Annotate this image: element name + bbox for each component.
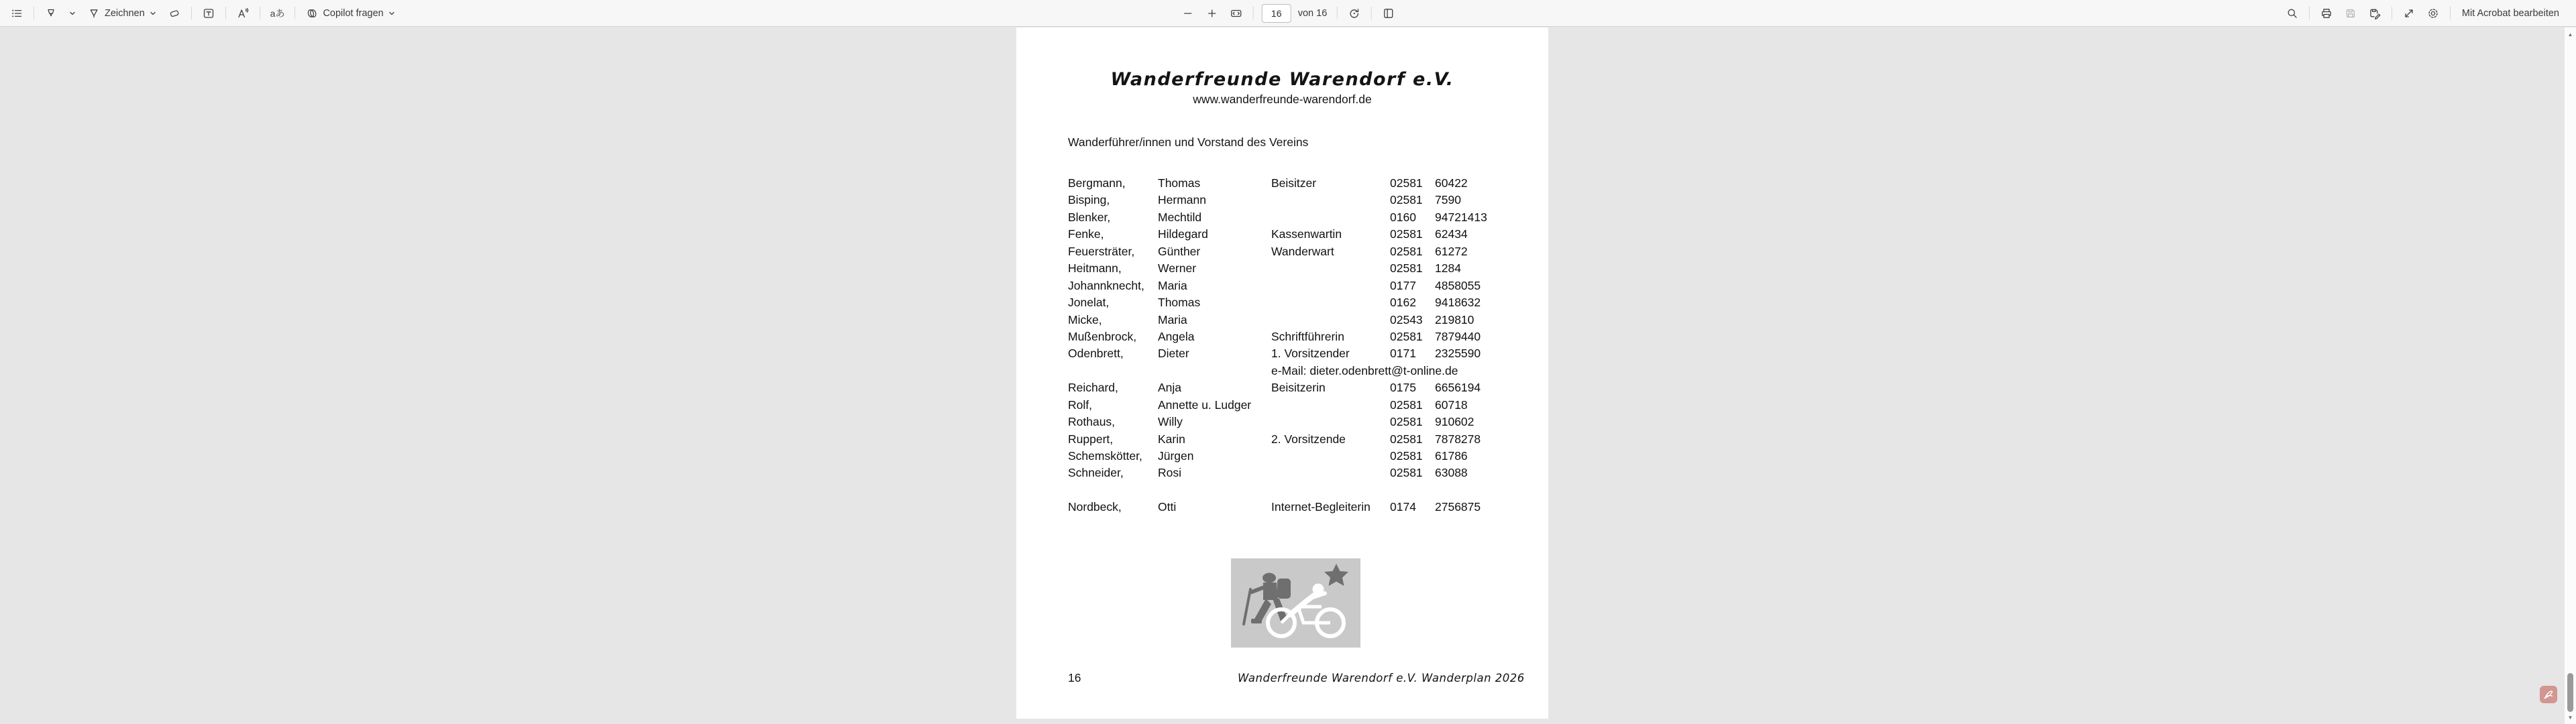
save-icon bbox=[2344, 7, 2357, 20]
pen-icon bbox=[87, 7, 101, 20]
translate-icon: aあ bbox=[270, 7, 285, 19]
fullscreen-button[interactable] bbox=[2398, 3, 2420, 23]
cell-prefix: 02581 bbox=[1390, 329, 1423, 343]
cell-prefix: 02581 bbox=[1390, 415, 1423, 429]
cell-number: 61272 bbox=[1435, 244, 1468, 258]
cell-number: 1284 bbox=[1435, 261, 1461, 276]
cell-last: Heitmann, bbox=[1068, 261, 1122, 276]
pdf-viewport bbox=[0, 27, 2576, 724]
table-row bbox=[1068, 260, 1511, 277]
cell-prefix: 0175 bbox=[1390, 381, 1416, 395]
cell-first: Jürgen bbox=[1158, 449, 1194, 463]
cell-role: Beisitzerin bbox=[1271, 381, 1326, 395]
cell-prefix: 02581 bbox=[1390, 193, 1423, 207]
cell-prefix: 02581 bbox=[1390, 176, 1423, 190]
cell-last: Rolf, bbox=[1068, 398, 1092, 412]
table-row bbox=[1068, 175, 1511, 192]
cell-prefix: 02581 bbox=[1390, 244, 1423, 258]
cell-last: Fenke, bbox=[1068, 227, 1104, 241]
cell-last: Micke, bbox=[1068, 312, 1102, 326]
zoom-out-button[interactable] bbox=[1177, 3, 1199, 23]
settings-button[interactable] bbox=[2422, 3, 2445, 23]
cell-last: Nordbeck, bbox=[1068, 499, 1122, 514]
rotate-button[interactable] bbox=[1342, 3, 1365, 23]
table-row bbox=[1068, 226, 1511, 243]
add-text-button[interactable] bbox=[197, 3, 220, 23]
cell-number: 219810 bbox=[1435, 312, 1474, 326]
contact-table bbox=[1068, 175, 1511, 516]
edit-in-acrobat-button[interactable] bbox=[2456, 3, 2565, 23]
cell-number: 7878278 bbox=[1435, 432, 1481, 446]
cell-first: Annette u. Ludger bbox=[1158, 398, 1252, 412]
cell-first: Anja bbox=[1158, 381, 1182, 395]
cell-prefix: 02581 bbox=[1390, 398, 1423, 412]
draw-label: Zeichnen bbox=[105, 7, 145, 19]
cell-number: 62434 bbox=[1435, 227, 1468, 241]
cell-role bbox=[1271, 465, 1390, 481]
table-row bbox=[1068, 465, 1511, 481]
cell-prefix: 02581 bbox=[1390, 466, 1423, 480]
cell-role: Wanderwart bbox=[1271, 244, 1334, 258]
cell-last bbox=[1068, 363, 1158, 379]
cell-prefix: 0162 bbox=[1390, 296, 1416, 310]
cell-role: Schriftführerin bbox=[1271, 329, 1344, 343]
cell-number: 60422 bbox=[1435, 176, 1468, 190]
read-aloud-icon bbox=[236, 7, 250, 20]
zoom-in-icon bbox=[1205, 7, 1219, 20]
cell-role bbox=[1271, 397, 1390, 414]
cell-last: Reichard, bbox=[1068, 381, 1118, 395]
cell-prefix: 02581 bbox=[1390, 261, 1423, 276]
expand-icon bbox=[2402, 7, 2416, 20]
toolbar-right-group bbox=[2281, 0, 2565, 26]
pdf-page bbox=[1016, 27, 1548, 719]
separator bbox=[294, 7, 295, 19]
cell-last: Rothaus, bbox=[1068, 415, 1116, 429]
table-row bbox=[1068, 312, 1511, 328]
cell-number: 94721413 bbox=[1435, 210, 1487, 224]
print-icon bbox=[2320, 7, 2333, 20]
cell-first: Maria bbox=[1158, 278, 1187, 292]
cell-number: 9418632 bbox=[1435, 296, 1481, 310]
save-as-icon bbox=[2368, 7, 2381, 20]
print-button[interactable] bbox=[2315, 3, 2338, 23]
cell-prefix: 0174 bbox=[1390, 499, 1416, 514]
cell-first: Otti bbox=[1158, 499, 1177, 514]
cell-last: Schemskötter, bbox=[1068, 449, 1142, 463]
cell-first: Hildegard bbox=[1158, 227, 1208, 241]
table-row bbox=[1068, 431, 1511, 448]
cell-last: Schneider, bbox=[1068, 466, 1124, 480]
cell-last: Blenker, bbox=[1068, 210, 1111, 224]
acrobat-logo-icon bbox=[2543, 689, 2554, 700]
document-heading: Wanderführer/innen und Vorstand des Vereins bbox=[1068, 135, 1309, 149]
cell-number: 2325590 bbox=[1435, 347, 1481, 361]
scroll-down-arrow-icon[interactable]: ▼ bbox=[2567, 714, 2573, 721]
copilot-label: Copilot fragen bbox=[323, 7, 384, 19]
separator bbox=[191, 7, 192, 19]
cell-number: 7590 bbox=[1435, 193, 1461, 207]
table-row bbox=[1068, 192, 1511, 208]
footer-text: Wanderfreunde Warendorf e.V. Wanderplan 2026 bbox=[1238, 672, 1525, 684]
chevron-down-icon bbox=[388, 9, 396, 17]
table-row bbox=[1068, 363, 1511, 379]
page-number-input[interactable] bbox=[1262, 4, 1291, 23]
cell-last: Jonelat, bbox=[1068, 296, 1110, 310]
table-row bbox=[1068, 209, 1511, 226]
zoom-in-button[interactable] bbox=[1201, 3, 1224, 23]
page-view-icon bbox=[1381, 7, 1395, 20]
scrollbar-thumb[interactable] bbox=[2567, 673, 2573, 712]
table-row bbox=[1068, 278, 1511, 294]
cell-first bbox=[1158, 363, 1271, 379]
separator bbox=[2450, 7, 2451, 19]
textbox-icon bbox=[202, 7, 215, 20]
search-button[interactable] bbox=[2281, 3, 2304, 23]
cell-prefix: 02581 bbox=[1390, 227, 1423, 241]
separator bbox=[1253, 7, 1254, 19]
cell-prefix bbox=[1458, 363, 1503, 379]
gear-icon bbox=[2426, 7, 2440, 20]
cell-first: Willy bbox=[1158, 415, 1183, 429]
table-row bbox=[1068, 379, 1511, 396]
edit-in-acrobat-label: Mit Acrobat bearbeiten bbox=[2461, 7, 2559, 19]
cell-role: Kassenwartin bbox=[1271, 227, 1342, 241]
page-view-button[interactable] bbox=[1377, 3, 1399, 23]
cell-first: Thomas bbox=[1158, 176, 1201, 190]
cell-role: 2. Vorsitzende bbox=[1271, 432, 1346, 446]
toolbar-center-group bbox=[1177, 0, 1400, 26]
cell-number: 910602 bbox=[1435, 415, 1474, 429]
cell-last: Bergmann, bbox=[1068, 176, 1126, 190]
cell-role bbox=[1271, 414, 1390, 430]
cell-last: Johannknecht, bbox=[1068, 278, 1144, 292]
club-logo bbox=[1231, 558, 1360, 648]
page-count-label: von 16 bbox=[1297, 7, 1328, 19]
cell-first: Thomas bbox=[1158, 296, 1201, 310]
toc-icon bbox=[10, 7, 23, 20]
zoom-out-icon bbox=[1181, 7, 1195, 20]
separator bbox=[2309, 7, 2310, 19]
cell-prefix: 02581 bbox=[1390, 432, 1423, 446]
separator bbox=[225, 7, 226, 19]
cell-first: Maria bbox=[1158, 312, 1187, 326]
highlight-options-button[interactable] bbox=[64, 3, 81, 23]
table-row bbox=[1068, 294, 1511, 311]
cell-prefix: 0171 bbox=[1390, 347, 1416, 361]
cell-last: Feuersträter, bbox=[1068, 244, 1135, 258]
cell-last: Mußenbrock, bbox=[1068, 329, 1137, 343]
cell-role bbox=[1271, 294, 1390, 311]
cell-first: Angela bbox=[1158, 329, 1195, 343]
cell-prefix: 02581 bbox=[1390, 449, 1423, 463]
cell-number: 4858055 bbox=[1435, 278, 1481, 292]
cell-first: Karin bbox=[1158, 432, 1185, 446]
document-website: www.wanderfreunde-warendorf.de bbox=[1193, 93, 1372, 106]
cell-role bbox=[1271, 192, 1390, 208]
table-row bbox=[1068, 345, 1511, 362]
table-row bbox=[1068, 328, 1511, 345]
copilot-button[interactable] bbox=[301, 3, 400, 23]
document-title: Wanderfreunde Warendorf e.V. bbox=[1110, 69, 1454, 90]
open-in-acrobat-button[interactable] bbox=[2540, 686, 2557, 703]
cell-first: Rosi bbox=[1158, 466, 1182, 480]
table-row bbox=[1068, 499, 1511, 516]
toolbar-left-group bbox=[5, 0, 400, 26]
cell-first: Hermann bbox=[1158, 193, 1206, 207]
search-icon bbox=[2286, 7, 2299, 20]
cell-role: e-Mail: dieter.odenbrett@t-online.de bbox=[1271, 363, 1458, 377]
table-row bbox=[1068, 397, 1511, 414]
save-as-button[interactable] bbox=[2363, 3, 2386, 23]
read-aloud-button[interactable] bbox=[231, 3, 254, 23]
eraser-button[interactable] bbox=[163, 3, 186, 23]
cell-number: 60718 bbox=[1435, 398, 1468, 412]
cell-first: Günther bbox=[1158, 244, 1201, 258]
footer-page-number: 16 bbox=[1068, 671, 1081, 684]
rotate-icon bbox=[1347, 7, 1360, 20]
cell-last: Ruppert, bbox=[1068, 432, 1114, 446]
cell-number: 63088 bbox=[1435, 466, 1468, 480]
cell-prefix: 0160 bbox=[1390, 210, 1416, 224]
fit-width-button[interactable] bbox=[1225, 3, 1248, 23]
cell-last: Bisping, bbox=[1068, 193, 1110, 207]
chevron-down-icon bbox=[68, 9, 76, 17]
cell-number: 61786 bbox=[1435, 449, 1468, 463]
cell-number: 2756875 bbox=[1435, 499, 1481, 514]
cell-number: 6656194 bbox=[1435, 381, 1481, 395]
cell-role bbox=[1271, 312, 1390, 328]
cell-first: Mechtild bbox=[1158, 210, 1202, 224]
vertical-scrollbar bbox=[2565, 27, 2576, 724]
cell-prefix: 0177 bbox=[1390, 278, 1416, 292]
cell-role bbox=[1271, 448, 1390, 465]
cell-prefix: 02543 bbox=[1390, 312, 1423, 326]
table-row bbox=[1068, 243, 1511, 260]
save-button[interactable] bbox=[2339, 3, 2362, 23]
cell-first: Werner bbox=[1158, 261, 1197, 276]
table-row bbox=[1068, 448, 1511, 465]
draw-button[interactable] bbox=[83, 3, 162, 23]
contents-button[interactable] bbox=[5, 3, 28, 23]
fit-width-icon bbox=[1230, 7, 1243, 20]
table-row bbox=[1068, 414, 1511, 430]
scroll-up-arrow-icon[interactable]: ▲ bbox=[2567, 31, 2573, 38]
cell-number: 7879440 bbox=[1435, 329, 1481, 343]
cell-role: 1. Vorsitzender bbox=[1271, 347, 1350, 361]
cell-role bbox=[1271, 278, 1390, 294]
chevron-down-icon bbox=[149, 9, 157, 17]
cell-role: Beisitzer bbox=[1271, 176, 1317, 190]
copilot-icon bbox=[305, 7, 319, 20]
cell-last: Odenbrett, bbox=[1068, 347, 1124, 361]
eraser-icon bbox=[168, 7, 181, 20]
cell-role: Internet-Begleiterin bbox=[1271, 499, 1371, 514]
cell-role bbox=[1271, 209, 1390, 226]
highlight-button[interactable] bbox=[40, 3, 62, 23]
separator bbox=[1336, 7, 1337, 19]
cell-first: Dieter bbox=[1158, 347, 1189, 361]
pdf-toolbar bbox=[0, 0, 2576, 27]
translate-button[interactable] bbox=[266, 3, 290, 23]
highlighter-icon bbox=[44, 7, 58, 20]
cell-role bbox=[1271, 260, 1390, 277]
